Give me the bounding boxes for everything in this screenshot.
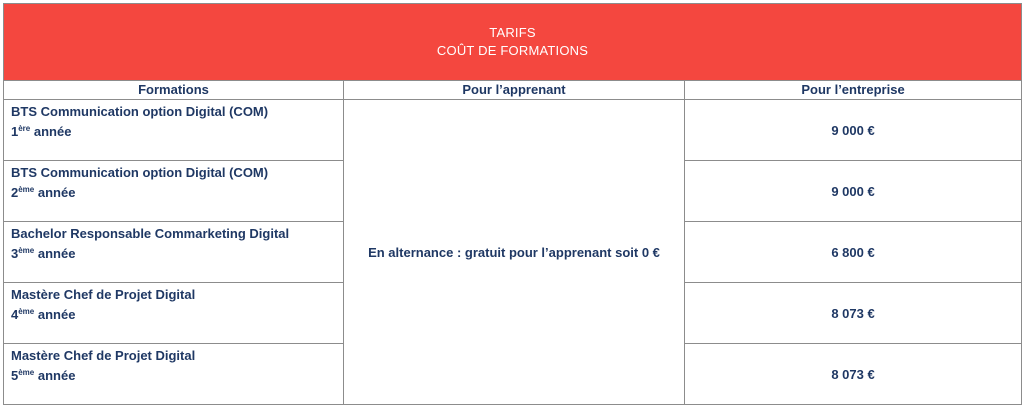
table-row <box>4 100 1022 161</box>
apprenant-cost-cell: En alternance : gratuit pour l’apprenant soit 0 € <box>344 100 685 405</box>
column-header-formations: Formations <box>4 81 344 100</box>
formation-name: BTS Communication option Digital (COM) <box>11 165 269 180</box>
formation-year: 2ème année <box>11 185 76 200</box>
entreprise-price: 8 073 € <box>685 283 1022 344</box>
table-title <box>4 4 1022 81</box>
formation-year: 1ère année <box>11 124 72 139</box>
formation-name: BTS Communication option Digital (COM) <box>11 104 269 119</box>
formation-name: Bachelor Responsable Commarketing Digital <box>11 226 290 241</box>
entreprise-price: 9 000 € <box>685 161 1022 222</box>
formation-cell <box>4 344 344 405</box>
formation-year: 4ème année <box>11 307 76 322</box>
formation-cell <box>4 161 344 222</box>
title-line-tarifs: TARIFS <box>489 25 536 40</box>
column-header-entreprise: Pour l’entreprise <box>685 81 1022 100</box>
entreprise-price: 8 073 € <box>685 344 1022 405</box>
entreprise-price: 9 000 € <box>685 100 1022 161</box>
formation-cell <box>4 100 344 161</box>
formation-name: Mastère Chef de Projet Digital <box>11 348 196 363</box>
entreprise-price: 6 800 € <box>685 222 1022 283</box>
formation-name: Mastère Chef de Projet Digital <box>11 287 196 302</box>
formation-cell <box>4 222 344 283</box>
formation-year: 3ème année <box>11 246 76 261</box>
formation-cell <box>4 283 344 344</box>
pricing-table-container <box>3 3 1021 398</box>
pricing-table <box>3 3 1022 405</box>
title-line-cout: COÛT DE FORMATIONS <box>436 43 589 58</box>
formation-year: 5ème année <box>11 368 76 383</box>
column-header-apprenant: Pour l’apprenant <box>344 81 685 100</box>
